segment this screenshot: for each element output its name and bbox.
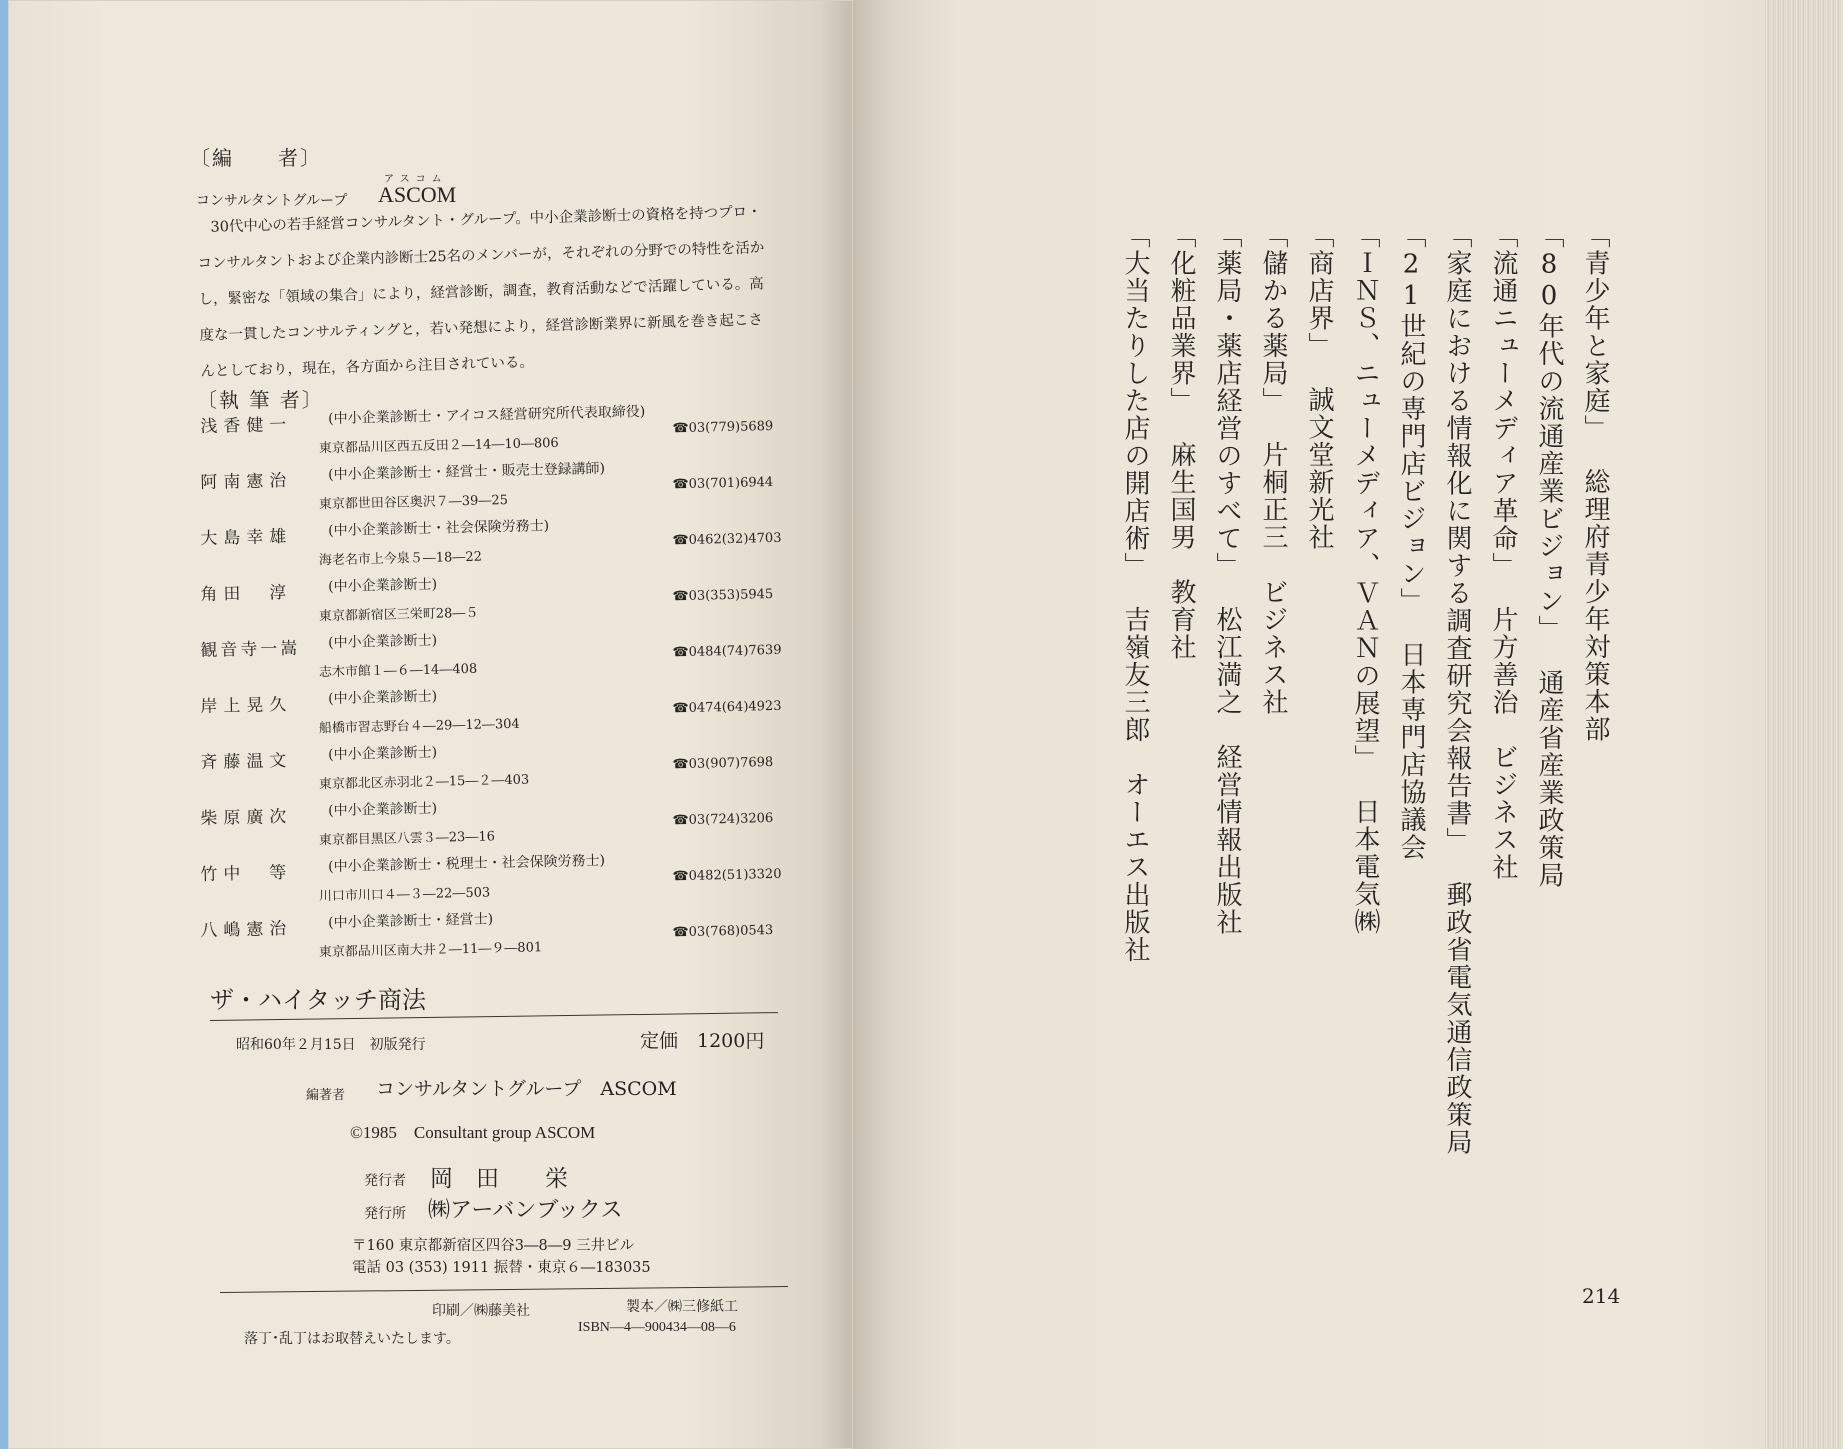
- writer-name: 角田 淳: [200, 582, 293, 605]
- reference-title: 「大当たりした店の開店術」: [1120, 222, 1150, 580]
- reference-entry: [1168, 222, 1194, 661]
- writer-tel: ☎03(724)3206: [672, 811, 774, 829]
- writer-tel: ☎03(353)5945: [672, 587, 774, 605]
- writer-title: (中小企業診断士): [328, 688, 438, 708]
- writer-name: 柴原廣次: [200, 806, 293, 829]
- reference-entry: [1214, 222, 1240, 936]
- reference-publisher: 総理府青少年対策本部: [1580, 468, 1610, 743]
- reference-title: 「青少年と家庭」: [1580, 222, 1610, 442]
- reference-publisher: 郵政省電気通信政策局: [1442, 880, 1472, 1156]
- reference-publisher: 日本専門店協議会: [1396, 641, 1426, 861]
- publisher-label: 発行者: [364, 1173, 406, 1189]
- writer-name: 竹中 等: [200, 862, 293, 885]
- writer-tel: ☎03(701)6944: [672, 474, 774, 493]
- writer-tel: ☎03(768)0543: [672, 923, 774, 941]
- reference-publisher: 通産省産業政策局: [1534, 668, 1564, 889]
- writer-name: 観音寺一嵩: [200, 638, 301, 661]
- reference-title: 「薬局・薬店経営のすべて」: [1212, 222, 1242, 580]
- writer-name: 八嶋憲治: [200, 918, 293, 941]
- reference-entry: [1352, 222, 1378, 936]
- reference-publisher: 麻生国男 教育社: [1166, 440, 1196, 661]
- editor-header: 〔編 者〕: [190, 146, 322, 170]
- reference-publisher: 片桐正三 ビジネス社: [1258, 440, 1288, 716]
- reference-title: 「21世紀の専門店ビジョン」: [1396, 222, 1426, 615]
- binder: 製本／㈱三修紙工: [626, 1299, 738, 1315]
- writer-title: (中小企業診断士): [328, 800, 438, 820]
- writer-address: 東京都北区赤羽北２―15―２―403: [318, 772, 530, 793]
- editor-name: コンサルタントグループ ASCOM: [376, 1078, 677, 1100]
- writer-tel: ☎0462(32)4703: [672, 530, 782, 549]
- isbn: ISBN―4―900434―08―6: [578, 1320, 736, 1335]
- printer: 印刷／㈱藤美社: [432, 1303, 530, 1319]
- writer-title: (中小企業診断士・アイコス経営研究所代表取締役): [328, 403, 646, 428]
- copyright: ©1985 Consultant group ASCOM: [350, 1123, 596, 1142]
- reference-entry: [1444, 222, 1470, 1156]
- right-page: [853, 0, 1773, 1449]
- reference-title: 「流通ニューメディア革命」: [1488, 222, 1518, 580]
- writer-title: (中小企業診断士・社会保険労務士): [328, 518, 550, 540]
- writer-address: 東京都品川区南大井２―11―９―801: [318, 940, 543, 961]
- reference-publisher: 吉嶺友三郎 オーエス出版社: [1120, 605, 1150, 963]
- house-label: 発行所: [364, 1206, 406, 1222]
- writer-address: 志木市館１―６―14―408: [318, 661, 478, 681]
- page-number: 214: [1582, 1284, 1621, 1308]
- writer-address: 東京都目黒区八雲３―23―16: [318, 829, 496, 849]
- publish-date: 昭和60年２月15日 初版発行: [236, 1037, 426, 1053]
- editor-label: 編著者: [306, 1088, 346, 1103]
- writer-address: 海老名市上今泉５―18―22: [318, 549, 483, 569]
- writer-name: 斉藤温文: [200, 750, 293, 773]
- writer-tel: ☎0474(64)4923: [672, 698, 782, 717]
- page-edges: [1765, 0, 1843, 1449]
- writer-title: (中小企業診断士・税理士・社会保険労務士): [328, 852, 606, 876]
- reference-publisher: 松江満之 経営情報出版社: [1212, 605, 1242, 936]
- reference-entry: [1122, 222, 1148, 963]
- writer-title: (中小企業診断士・経営士・販売士登録講師): [328, 460, 606, 484]
- reference-title: 「儲かる薬局」: [1258, 222, 1288, 415]
- writer-name: 浅香健一: [200, 414, 293, 437]
- writers-header: 〔執 筆 者〕: [197, 388, 324, 412]
- writer-title: (中小企業診断士): [328, 632, 438, 652]
- writer-tel: ☎03(907)7698: [672, 755, 774, 773]
- price: 定価 1200円: [640, 1030, 765, 1052]
- colophon-address: 〒160 東京都新宿区四谷3―8―9 三井ビル: [352, 1238, 635, 1254]
- reference-title: 「ＩＮＳ、ニューメディア、ＶＡＮの展望」: [1350, 222, 1380, 772]
- writer-address: 東京都世田谷区奥沢７―39―25: [318, 493, 509, 513]
- reference-entry: [1398, 222, 1424, 861]
- writer-name: 岸上晃久: [200, 694, 293, 717]
- reference-entry: [1306, 222, 1332, 551]
- group-ruby: アスコム: [384, 174, 448, 185]
- writer-address: 船橋市習志野台４―29―12―304: [318, 716, 520, 737]
- book-title: ザ・ハイタッチ商法: [210, 986, 426, 1014]
- writer-title: (中小企業診断士・経営士): [328, 911, 494, 932]
- writer-name: 大島幸雄: [200, 526, 293, 549]
- reference-publisher: 誠文堂新光社: [1304, 385, 1334, 551]
- writer-address: 東京都品川区西五反田２―14―10―806: [318, 435, 559, 457]
- reference-title: 「商店界」: [1304, 222, 1334, 360]
- writer-title: (中小企業診断士): [328, 576, 438, 596]
- group-name: ASCOM: [378, 182, 457, 207]
- writer-title: (中小企業診断士): [328, 744, 438, 764]
- reference-title: 「家庭における情報化に関する調査研究会報告書」: [1442, 222, 1472, 855]
- writer-tel: ☎03(779)5689: [672, 418, 774, 437]
- reference-entry: [1260, 222, 1286, 716]
- notice: 落丁･乱丁はお取替えいたします。: [244, 1331, 460, 1347]
- colophon-phone: 電話 03 (353) 1911 振替・東京６―183035: [352, 1260, 651, 1276]
- reference-publisher: 片方善治 ビジネス社: [1488, 605, 1518, 881]
- reference-title: 「80年代の流通産業ビジョン」: [1534, 222, 1564, 643]
- group-description: 30代中心の若手経営コンサルタント・グループ。中小企業診断士の資格を持つプロ・コンサルタントおよび企業内診断士25名のメンバーが，それぞれの分野での特性を活かし，緊密な「領域の集合」により，経営診断，調査，教育活動などで活躍している。高度な一貫したコンサルティングと，若い発想により，経営診断業界に新風を巻き起こさんとしており，現在，各方面から注目されている。: [197, 204, 765, 380]
- writer-address: 川口市川口４―３―22―503: [318, 885, 491, 905]
- reference-entry: [1490, 222, 1516, 881]
- writer-tel: ☎0484(74)7639: [672, 642, 782, 661]
- group-label: コンサルタントグループ: [196, 193, 348, 209]
- house-name: ㈱アーバンブックス: [428, 1198, 623, 1223]
- writer-address: 東京都新宿区三栄町28―５: [318, 605, 479, 625]
- publisher-name: 岡 田 栄: [430, 1166, 568, 1192]
- reference-entry: [1582, 222, 1608, 743]
- reference-entry: [1536, 222, 1562, 889]
- reference-title: 「化粧品業界」: [1166, 222, 1196, 415]
- writer-name: 阿南憲治: [200, 470, 293, 493]
- writer-tel: ☎0482(51)3320: [672, 866, 782, 885]
- reference-publisher: 日本電気㈱: [1350, 798, 1380, 936]
